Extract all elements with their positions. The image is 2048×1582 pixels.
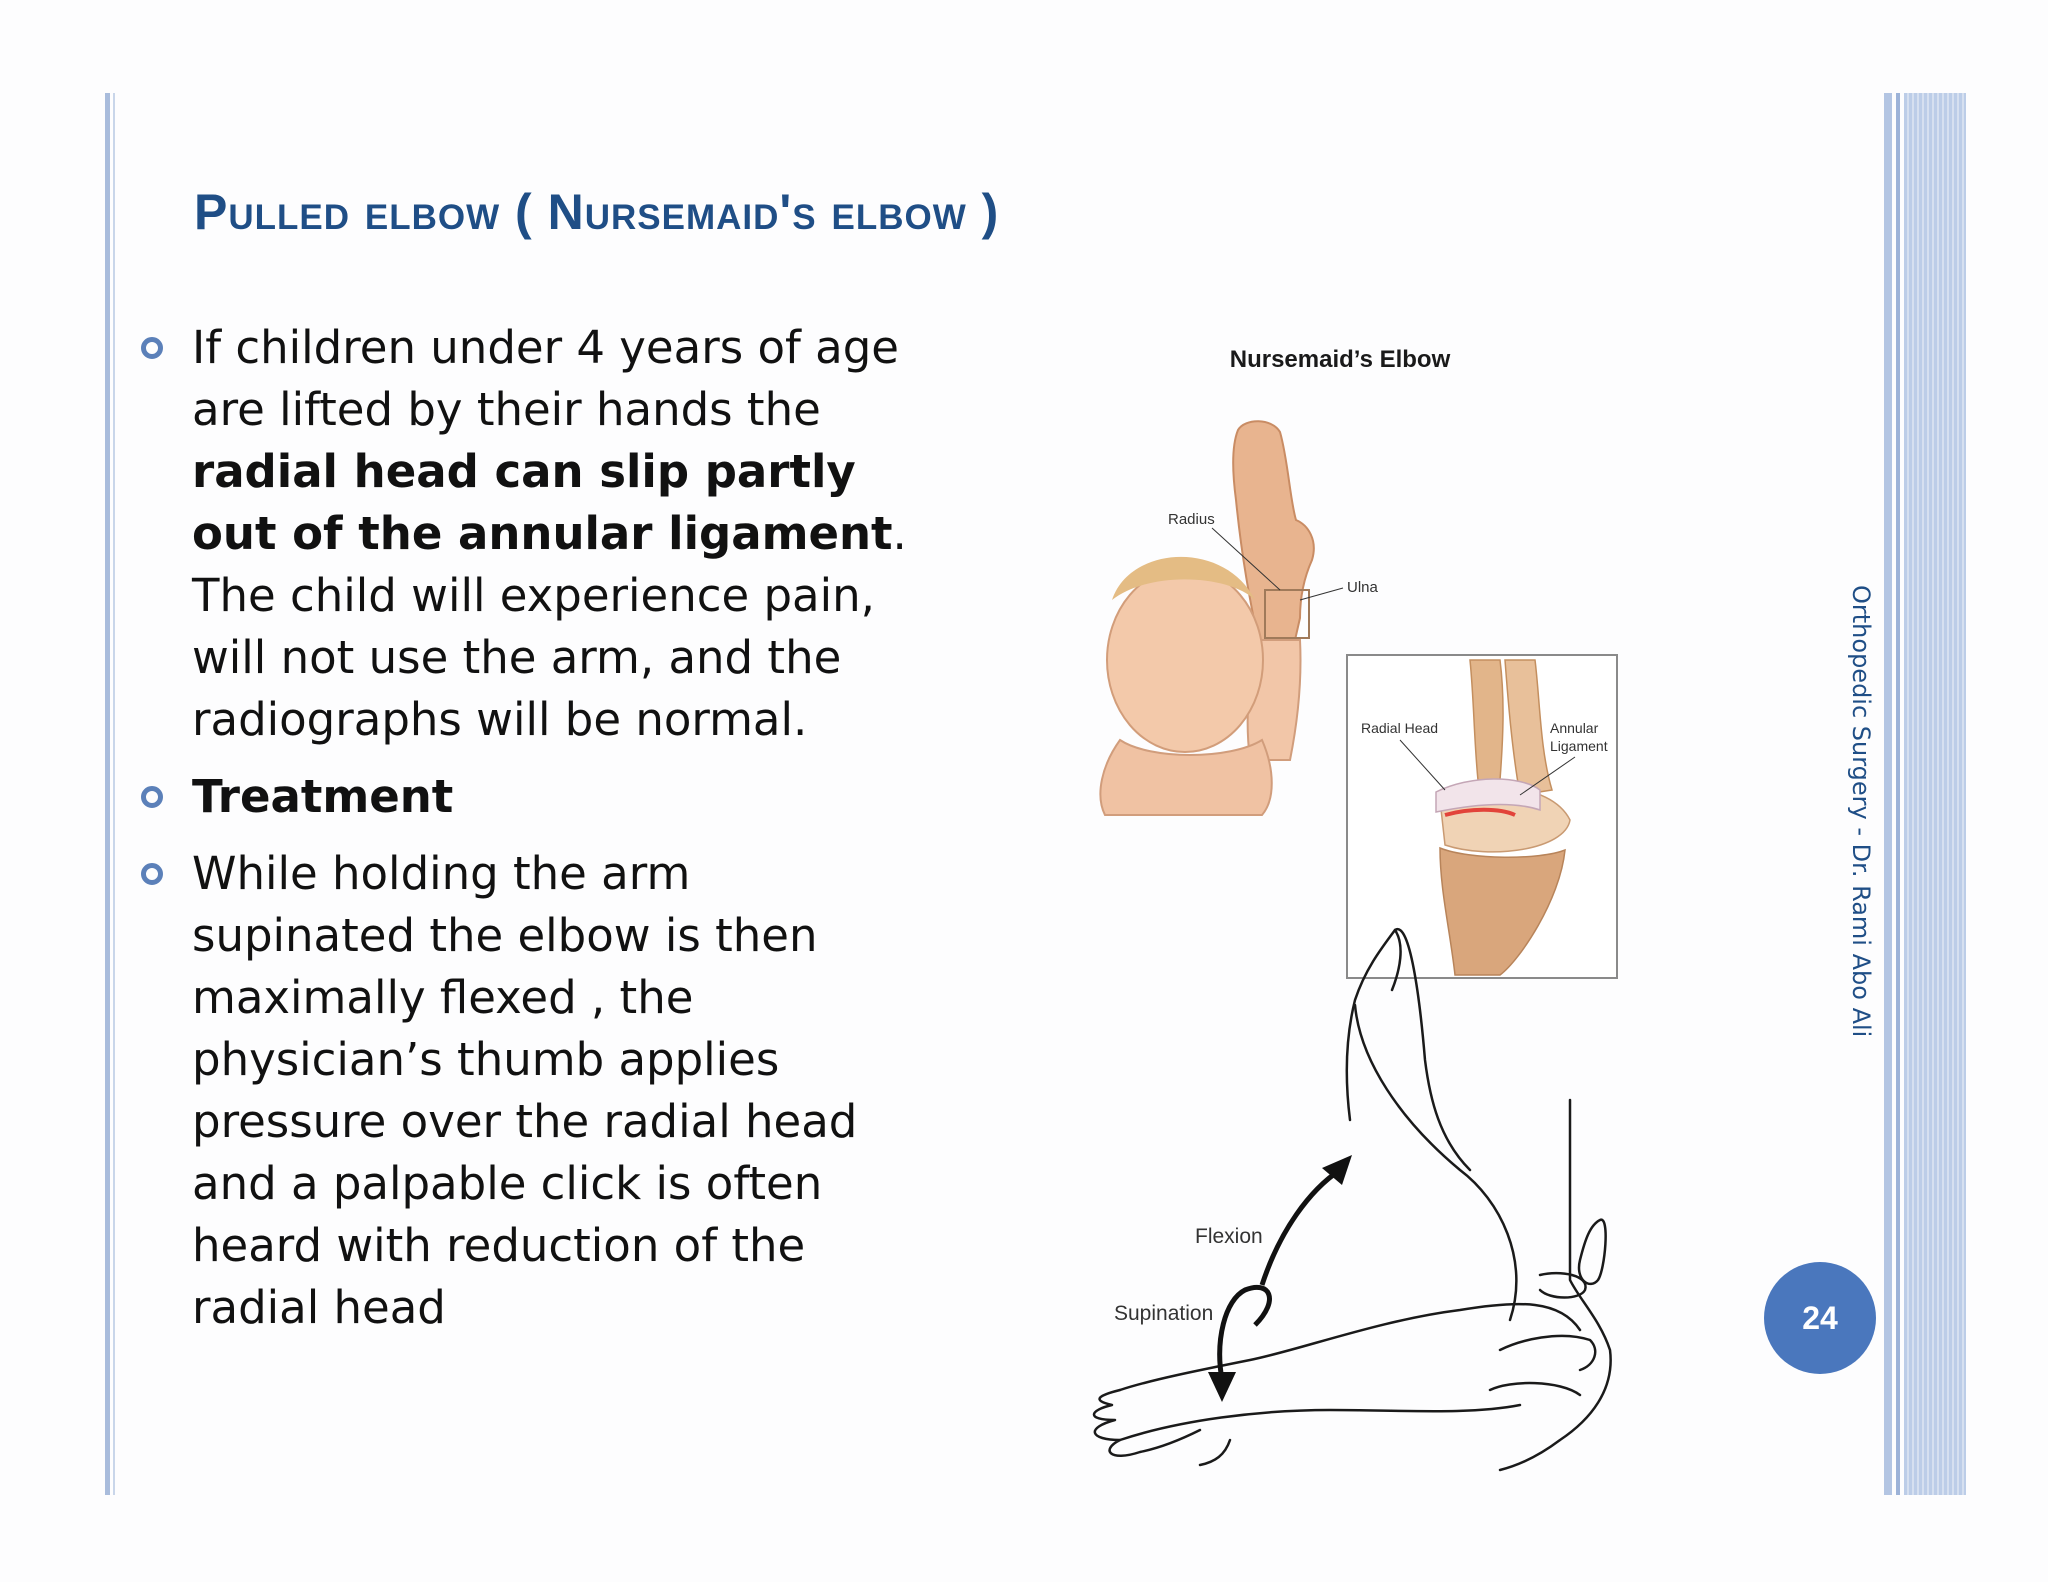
flexion-arrow xyxy=(1262,1170,1340,1285)
bullet-text-bold: Treatment xyxy=(192,770,454,823)
supination-arrowhead xyxy=(1208,1372,1236,1402)
label-radial-head: Radial Head xyxy=(1361,720,1439,736)
footer-vertical-text: Orthopedic Surgery - Dr. Rami Abo Ali xyxy=(1847,585,1875,1038)
forearm-horizontal-bottom xyxy=(1120,1405,1520,1440)
slide-title: Pulled elbow ( Nursemaid's elbow ) xyxy=(194,184,1000,240)
label-annular-2: Ligament xyxy=(1550,738,1608,754)
bullet-text-bold: radial head can slip partly out of the annular ligament xyxy=(192,445,893,560)
label-flexion: Flexion xyxy=(1195,1225,1263,1248)
label-supination: Supination xyxy=(1114,1302,1214,1325)
thumb xyxy=(1200,1440,1230,1465)
physician-thumbnail xyxy=(1540,1273,1586,1297)
label-ulna: Ulna xyxy=(1347,579,1378,596)
supination-arrow xyxy=(1220,1287,1270,1380)
label-annular-1: Annular xyxy=(1550,720,1599,736)
illustration-caption: Nursemaid’s Elbow xyxy=(1229,346,1451,373)
bullet-text: . The child will experience pain, will not use the arm, and the radiographs will be normal. xyxy=(192,507,907,746)
physician-finger-1 xyxy=(1500,1336,1595,1370)
physician-thumb xyxy=(1579,1220,1606,1284)
forearm-diagonal xyxy=(1355,1005,1516,1320)
physician-finger-2 xyxy=(1490,1383,1580,1395)
label-radius: Radius xyxy=(1168,511,1215,528)
forearm-upright-outline-2 xyxy=(1395,929,1470,1170)
bullet-text: While holding the arm supinated the elbow is then maximally flexed , the physician’s thumb applies pressure over the radial head and a palpable click is often heard with reduction of the radial head xyxy=(192,847,858,1334)
bullet-text: If children under 4 years of age are lifted by their hands the xyxy=(192,321,899,436)
forearm-upright-outline xyxy=(1347,930,1401,1120)
page-number-badge: 24 xyxy=(1764,1262,1876,1374)
